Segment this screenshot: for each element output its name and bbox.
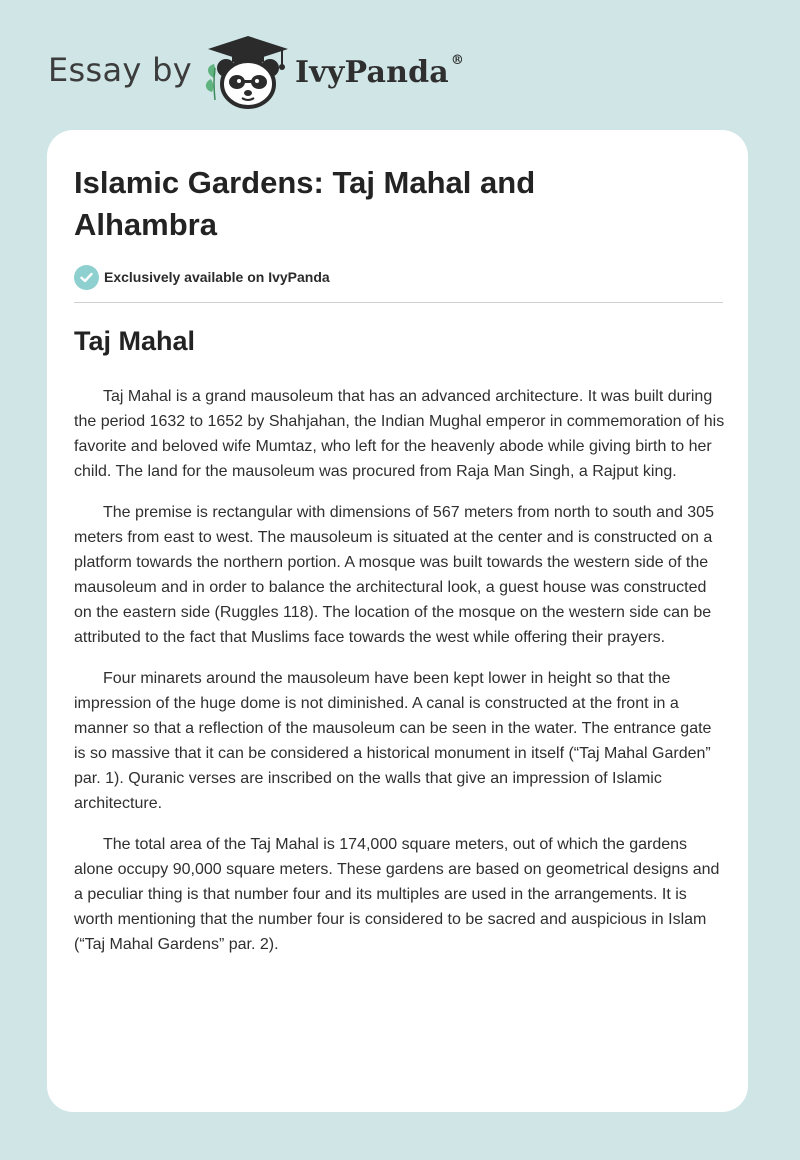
paragraph: The total area of the Taj Mahal is 174,000 square meters, out of which the gardens alone occupy 90,000 square meters. These gardens are based on geometrical designs and a peculiar thing is that number four and its multiples are used in the arrangements. It is worth mentioning that the number four is considered to be sacred and auspicious in Islam (“Taj Mahal Gardens” par. 2). — [74, 836, 720, 953]
paragraph: Taj Mahal is a grand mausoleum that has an advanced architecture. It was built during the period 1632 to 1652 by Shahjahan, the Indian Mughal emperor in commemoration of his favorite and beloved wife Mumtaz, who left for the heavenly abode while giving birth to her child. The land for the mausoleum was procured from Raja Man Singh, a Rajput king. — [74, 388, 725, 480]
brand-name: IvyPanda — [295, 55, 449, 90]
divider — [74, 302, 723, 303]
exclusive-badge — [74, 264, 330, 290]
essay-card — [47, 130, 748, 1112]
essay-by-label: Essay by — [48, 51, 192, 89]
brand-logo-text[interactable] — [295, 55, 464, 90]
paragraph: Four minarets around the mausoleum have been kept lower in height so that the impression of the huge dome is not diminished. A canal is constructed at the front in a manner so that a reflection of the mausoleum can be seen in the water. The entrance gate is so massive that it can be considered a historical monument in itself (“Taj Mahal Garden” par. 1). Quranic verses are inscribed on the walls that give an impression of Islamic architecture. — [74, 670, 712, 812]
registered-mark: ® — [450, 53, 465, 68]
paragraph: The premise is rectangular with dimensions of 567 meters from north to south and 305 meters from east to west. The mausoleum is situated at the center and is constructed on a platform towards the northern portion. A mosque was built towards the western side of the mausoleum and in order to balance the architectural look, a guest house was constructed on the eastern side (Ruggles 118). The location of the mosque on the western side can be attributed to the fact that Muslims face towards the west while offering their prayers. — [74, 504, 714, 646]
section-heading: Taj Mahal — [74, 326, 196, 356]
site-header — [48, 34, 748, 114]
panda-graduate-icon[interactable] — [202, 34, 294, 110]
page-title: Islamic Gardens: Taj Mahal and Alhambra — [74, 165, 536, 242]
badge-text: Exclusively available on IvyPanda — [104, 269, 330, 285]
essay-body — [74, 384, 726, 973]
check-icon — [74, 265, 99, 290]
